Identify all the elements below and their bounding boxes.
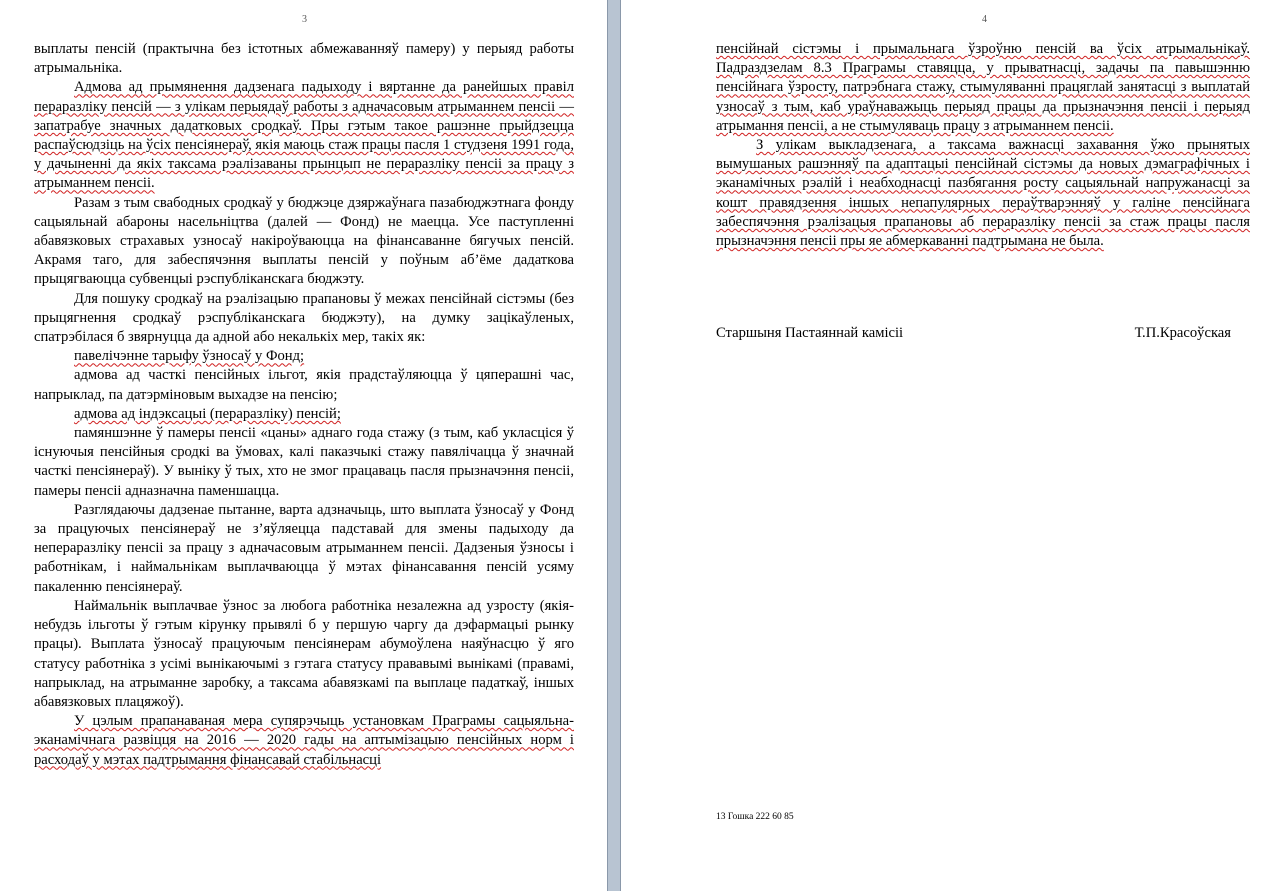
list-item[interactable]: адмова ад індэксацыі (пераразліку) пенсій; xyxy=(74,405,341,422)
list-item[interactable]: адмова ад часткі пенсійных ільгот, якія прадстаўляюцца ў цяперашні час, напрыклад, па датэрміновым выхадзе на пенсію; xyxy=(34,367,574,403)
paragraph[interactable]: Для пошуку сродкаў на рэалізацыю прапановы ў межах пенсійнай сістэмы (без прыцягнення сродкаў рэспубліканскага бюджэту), на думку зацікаўленых, спатрэбілася б звярнуцца да адной або некалькіх мер, такіх як: xyxy=(34,290,574,346)
page-3[interactable] xyxy=(0,0,607,891)
paragraph[interactable]: У цэлым прапанаваная мера супярэчыць установкам Праграмы сацыяльна-эканамічнага развіцця на 2016 — 2020 гады на аптымізацыю пенсійных норм і расходаў у мэтах падтрымання фінансавай стабільнасці xyxy=(34,713,574,768)
page-3-body[interactable] xyxy=(34,40,574,770)
paragraph[interactable]: З улікам выкладзенага, а таксама важнасці захавання ўжо прынятых вымушаных рашэнняў па адаптацыі пенсійнай сістэмы да новых дэмаграфічных і эканамічных рэалій і неабходнасці пазбягання росту сацыяльнай напружанасці за кошт правядзення іншых непапулярных пераўтварэнняў у галіне пенсійнага забеспячэння рэалізацыя прапановы аб пераразліку пенсіі за стаж працы пасля прызначэння пенсіі пры яе абмеркаванні падтрымана не была. xyxy=(716,137,1250,250)
page-number: 3 xyxy=(302,14,307,25)
page-4-body[interactable] xyxy=(716,40,1250,251)
paragraph[interactable]: пенсійнай сістэмы і прымальнага ўзроўню пенсій ва ўсіх атрымальнікаў. Падраздзелам 8.3 Праграмы ставяцца, у прыватнасці, задачы па павышэнню пенсійнага ўзросту, патрэбнага стажу, стымуляванні працяглай занятасці з выплатай узносаў з тым, каб ураўнаважыць перыяд працы да прызначэння пенсіі і перыяд атрымання пенсіі, а не стымуляваць працу з атрыманнем пенсіі. xyxy=(716,41,1250,134)
footer-note[interactable]: 13 Гошка 222 60 85 xyxy=(716,812,794,822)
list-item[interactable]: памяншэнне ў памеры пенсіі «цаны» аднаго года стажу (з тым, каб укласціся ў існуючыя пенсійныя сродкі ва ўмовах, калі паказчыкі стажу павялічацца ў значнай часткі пенсіянераў). У выніку ў тых, хто не змог працаваць пасля прызначэння пенсіі, памеры пенсіі адназначна паменшацца. xyxy=(34,425,574,499)
paragraph[interactable]: Разам з тым свабодных сродкаў у бюджэце дзяржаўнага пазабюджэтнага фонду сацыяльнай абароны насельніцтва (далей — Фонд) не маецца. Усе паступленні абавязковых страхавых узносаў накіроўваюцца на фінансаванне бягучых пенсій. Акрамя таго, для забеспячэння выплаты пенсій у поўным аб’ёме дадаткова прыцягваюцца субвенцыі рэспубліканскага бюджэту. xyxy=(34,194,574,288)
paragraph[interactable]: Адмова ад прымянення дадзенага падыходу і вяртанне да ранейшых правіл пераразліку пенсій — з улікам перыядаў работы з адначасовым атрыманнем пенсіі — запатрабуе значных дадатковых сродкаў. Пры гэтым такое рашэнне прыйдзецца распаўсюдзіць на ўсіх пенсіянераў, якія маюць стаж працы пасля 1 студзеня 1991 года, у дачыненні да якіх таксама рэалізаваны прынцып не пераразліку пенсіі за працу з атрыманнем пенсіі. xyxy=(34,79,574,192)
page-gutter xyxy=(607,0,621,891)
signatory-name[interactable]: Т.П.Красоўская xyxy=(1134,325,1231,341)
paragraph[interactable]: Наймальнік выплачвае ўзнос за любога работніка незалежна ад узросту (якія-небудзь ільготы ў гэтым кірунку прывялі б у першую чаргу да дэфармацыі рынку працы). Выплата ўзносаў працуючым пенсіянерам абумоўлена наяўнасцю ў яго статусу работніка з усімі вынікаючымі з гэтага статусу прававымі вынікамі (правамі, напрыклад, на атрыманне заробку, а таксама абавязкамі па выплаце падаткаў, іншых абавязковых плацяжоў). xyxy=(34,597,574,710)
signatory-position[interactable]: Старшыня Пастаяннай камісіі xyxy=(716,325,904,341)
signature-block xyxy=(716,324,1231,343)
page-4[interactable] xyxy=(621,0,1280,891)
paragraph[interactable]: выплаты пенсій (практычна без істотных абмежаванняў памеру) у перыяд работы атрымальніка. xyxy=(34,41,574,77)
page-number: 4 xyxy=(982,14,987,25)
paragraph[interactable]: Разглядаючы дадзенае пытанне, варта адзначыць, што выплата ўзносаў у Фонд за працуючых пенсіянераў не з’яўляецца падставай для змены падыходу да непераразліку пенсіі за працу з адначасовым атрыманнем пенсіі. Дадзеныя ўзносы і работнікам, і наймальнікам выплачваюцца ў мэтах фінансавання пенсій усяму пакаленню пенсіянераў. xyxy=(34,501,574,595)
list-item[interactable]: павелічэнне тарыфу ўзносаў у Фонд; xyxy=(74,348,305,365)
